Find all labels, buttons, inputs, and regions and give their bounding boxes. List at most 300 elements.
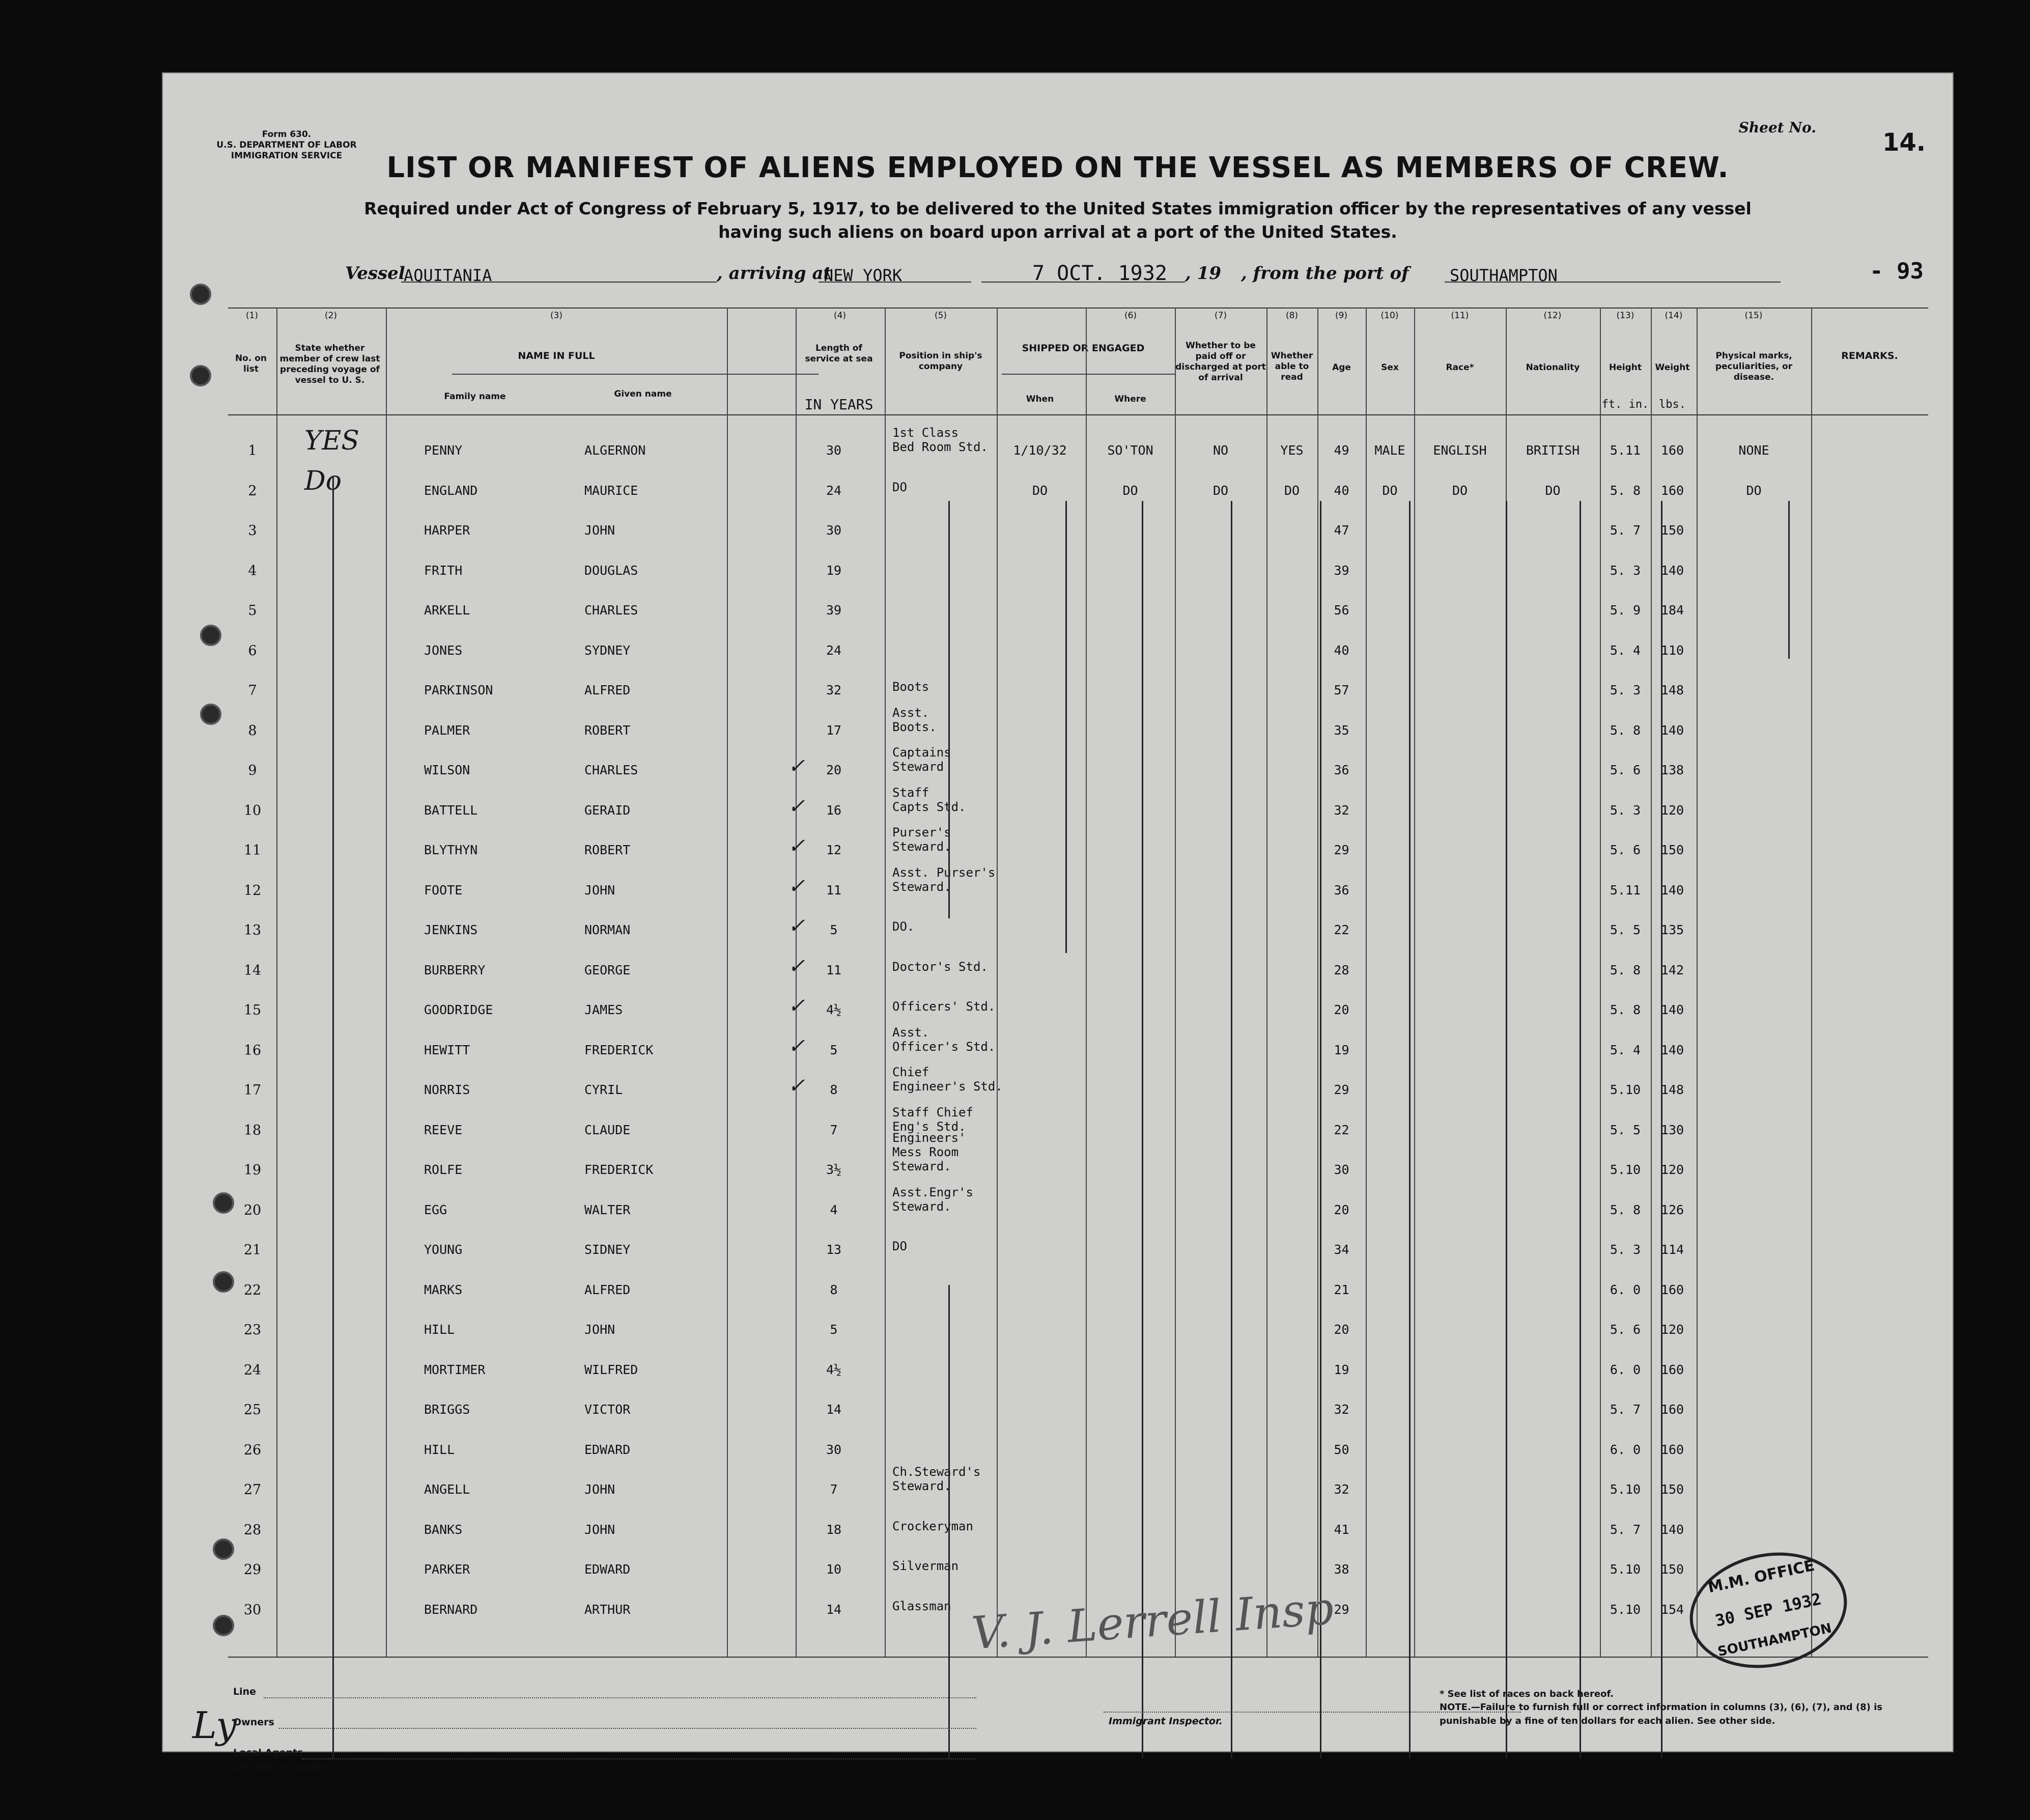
ditto-line bbox=[1580, 501, 1581, 1758]
given-name: JOHN bbox=[584, 882, 615, 898]
row-number: 14 bbox=[243, 962, 262, 978]
shipped-when: 1/10/32 bbox=[1013, 443, 1067, 458]
header-age: Age bbox=[1332, 362, 1351, 373]
paid-off: DO bbox=[1213, 483, 1229, 498]
ditto-line bbox=[1788, 501, 1790, 659]
length-of-service: 14 bbox=[826, 1402, 842, 1417]
position-in-company: Asst. Purser's Steward. bbox=[892, 865, 996, 894]
check-mark-icon: ✓ bbox=[788, 954, 805, 978]
family-name: PALMER bbox=[424, 722, 470, 738]
ditto-line bbox=[1065, 501, 1067, 953]
shipped-where: SO'TON bbox=[1107, 443, 1153, 458]
height: 5. 4 bbox=[1610, 642, 1641, 658]
header-position: Position in ship's company bbox=[899, 351, 982, 372]
family-name: ANGELL bbox=[424, 1482, 470, 1497]
column-rule bbox=[1414, 307, 1415, 1657]
header-no-on-list: No. on list bbox=[235, 353, 267, 374]
length-of-service: 30 bbox=[826, 1442, 842, 1457]
given-name: JAMES bbox=[584, 1002, 623, 1017]
weight: 140 bbox=[1660, 1522, 1684, 1537]
age: 40 bbox=[1334, 483, 1349, 498]
row-number: 5 bbox=[248, 603, 257, 619]
age: 32 bbox=[1334, 1402, 1349, 1417]
header-name-in-full: NAME IN FULL bbox=[518, 350, 595, 361]
position-in-company: DO. bbox=[892, 919, 915, 934]
family-name: PENNY bbox=[424, 443, 463, 458]
length-of-service: 3½ bbox=[826, 1162, 842, 1177]
footer-rule bbox=[264, 1697, 976, 1698]
weight: 140 bbox=[1660, 882, 1684, 898]
length-of-service: 24 bbox=[826, 642, 842, 658]
weight: 148 bbox=[1660, 1082, 1684, 1097]
row-number: 21 bbox=[243, 1242, 262, 1258]
family-name: PARKINSON bbox=[424, 683, 493, 697]
row-number: 30 bbox=[243, 1602, 262, 1618]
position-in-company: Asst. Officer's Std. bbox=[892, 1025, 996, 1054]
length-of-service: 5 bbox=[830, 1042, 838, 1057]
length-of-service: 39 bbox=[826, 603, 842, 618]
given-name: CHARLES bbox=[584, 763, 638, 777]
position-in-company: DO bbox=[892, 1239, 907, 1253]
footer-note-races: * See list of races on back hereof. bbox=[1440, 1689, 1614, 1699]
given-name: WILFRED bbox=[584, 1362, 638, 1377]
check-mark-icon: ✓ bbox=[788, 1034, 805, 1058]
given-name: CYRIL bbox=[584, 1082, 623, 1097]
ditto-line bbox=[1142, 501, 1143, 1758]
family-name: WILSON bbox=[424, 763, 470, 777]
age: 47 bbox=[1334, 523, 1349, 538]
weight: 130 bbox=[1660, 1122, 1684, 1137]
vessel-label: Vessel bbox=[345, 263, 405, 284]
arrival-date: 7 OCT. 1932 bbox=[1032, 262, 1167, 285]
family-name: ROLFE bbox=[424, 1162, 463, 1177]
family-name: ENGLAND bbox=[424, 483, 478, 498]
weight: 160 bbox=[1660, 1402, 1684, 1417]
weight: 126 bbox=[1660, 1202, 1684, 1217]
from-port-label: , from the port of bbox=[1241, 263, 1409, 284]
family-name: HEWITT bbox=[424, 1042, 470, 1057]
given-name: SIDNEY bbox=[584, 1242, 631, 1257]
row-number: 11 bbox=[243, 843, 262, 858]
check-mark-icon: ✓ bbox=[788, 754, 805, 778]
race: DO bbox=[1452, 483, 1468, 498]
paid-off: NO bbox=[1213, 443, 1229, 458]
length-of-service: 7 bbox=[830, 1122, 838, 1137]
position-in-company: Officers' Std. bbox=[892, 999, 996, 1014]
header-given-name: Given name bbox=[614, 389, 672, 399]
header-sex: Sex bbox=[1381, 362, 1399, 373]
header-physical: Physical marks, peculiarities, or disease. bbox=[1715, 351, 1793, 382]
header-in-years: IN YEARS bbox=[804, 396, 873, 413]
sex: DO bbox=[1382, 483, 1398, 498]
length-of-service: 13 bbox=[826, 1242, 842, 1257]
age: 28 bbox=[1334, 962, 1349, 977]
height: 5.10 bbox=[1610, 1602, 1641, 1617]
column-number: (3) bbox=[550, 311, 563, 321]
underline bbox=[981, 282, 1185, 283]
header-weight: Weight bbox=[1655, 362, 1690, 373]
header-paid-off: Whether to be paid off or discharged at port of arrival bbox=[1175, 341, 1266, 383]
crew-table bbox=[228, 307, 1928, 1660]
arrival-port: NEW YORK bbox=[824, 266, 903, 285]
row-number: 20 bbox=[243, 1202, 262, 1218]
weight: 154 bbox=[1660, 1602, 1684, 1617]
given-name: VICTOR bbox=[584, 1402, 631, 1417]
nationality: BRITISH bbox=[1526, 443, 1580, 458]
manifest-sheet bbox=[162, 72, 1954, 1772]
family-name: HILL bbox=[424, 1442, 455, 1457]
header-divider bbox=[1002, 374, 1175, 375]
row-number: 23 bbox=[243, 1322, 262, 1338]
age: 30 bbox=[1334, 1162, 1349, 1177]
departure-port: SOUTHAMPTON bbox=[1450, 266, 1558, 285]
given-name: GERAID bbox=[584, 802, 631, 818]
row-number: 18 bbox=[243, 1122, 262, 1138]
handwritten-initials: Ly bbox=[192, 1704, 237, 1747]
position-in-company: Boots bbox=[892, 680, 929, 694]
family-name: PARKER bbox=[424, 1562, 470, 1577]
weight: 140 bbox=[1660, 1042, 1684, 1057]
position-in-company: Staff Capts Std. bbox=[892, 785, 966, 814]
family-name: BATTELL bbox=[424, 802, 478, 818]
arriving-label: , arriving at bbox=[717, 263, 832, 284]
height: 5. 5 bbox=[1610, 1122, 1641, 1137]
shipped-when: DO bbox=[1032, 483, 1048, 498]
column-number: (10) bbox=[1380, 311, 1399, 321]
column-rule bbox=[885, 307, 886, 1657]
header-weight-unit: lbs. bbox=[1659, 398, 1686, 411]
row-number: 3 bbox=[248, 523, 257, 539]
row-number: 6 bbox=[248, 642, 257, 659]
family-name: MARKS bbox=[424, 1282, 463, 1297]
physical-marks: NONE bbox=[1738, 443, 1769, 458]
given-name: JOHN bbox=[584, 1482, 615, 1497]
height: 5. 6 bbox=[1610, 843, 1641, 857]
able-to-read: DO bbox=[1284, 483, 1300, 498]
length-of-service: 4 bbox=[830, 1202, 838, 1217]
length-of-service: 7 bbox=[830, 1482, 838, 1497]
inspector-signature: V. J. Lerrell Insp bbox=[970, 1582, 1336, 1660]
family-name: REEVE bbox=[424, 1122, 463, 1137]
row-number: 27 bbox=[243, 1482, 262, 1498]
age: 49 bbox=[1334, 443, 1349, 458]
given-name: DOUGLAS bbox=[584, 563, 638, 578]
age: 29 bbox=[1334, 1082, 1349, 1097]
column-number: (15) bbox=[1744, 311, 1763, 321]
sheet-number-label: Sheet No. bbox=[1738, 119, 1816, 136]
family-name: FRITH bbox=[424, 563, 463, 578]
header-when: When bbox=[1026, 394, 1054, 404]
row-number: 24 bbox=[243, 1362, 262, 1378]
header-shipped: SHIPPED OR ENGAGED bbox=[1022, 343, 1145, 354]
given-name: ALGERNON bbox=[584, 443, 646, 458]
column-rule bbox=[997, 307, 998, 1657]
row-number: 2 bbox=[248, 483, 257, 499]
age: 57 bbox=[1334, 683, 1349, 697]
ditto-line bbox=[948, 501, 950, 918]
height: 6. 0 bbox=[1610, 1442, 1641, 1457]
given-name: JOHN bbox=[584, 523, 615, 538]
age: 29 bbox=[1334, 843, 1349, 857]
row-number: 8 bbox=[248, 722, 257, 739]
ditto-line bbox=[332, 477, 334, 1758]
age: 19 bbox=[1334, 1042, 1349, 1057]
position-in-company: Silverman bbox=[892, 1559, 959, 1573]
height: 5. 9 bbox=[1610, 603, 1641, 618]
column-number: (6) bbox=[1124, 311, 1137, 321]
height: 5.11 bbox=[1610, 443, 1641, 458]
position-in-company: Captains Steward bbox=[892, 745, 951, 774]
page-title: LIST OR MANIFEST OF ALIENS EMPLOYED ON THE VESSEL AS MEMBERS OF CREW. bbox=[386, 151, 1729, 184]
length-of-service: 11 bbox=[826, 882, 842, 898]
table-rule bbox=[228, 414, 1928, 415]
given-name: EDWARD bbox=[584, 1562, 631, 1577]
row-number: 4 bbox=[248, 563, 257, 579]
family-name: BANKS bbox=[424, 1522, 463, 1537]
position-in-company: Doctor's Std. bbox=[892, 959, 988, 974]
row-number: 28 bbox=[243, 1522, 262, 1538]
check-mark-icon: ✓ bbox=[788, 874, 805, 898]
table-rule bbox=[228, 1657, 1928, 1658]
row-number: 1 bbox=[248, 443, 257, 459]
length-of-service: 32 bbox=[826, 683, 842, 697]
height: 5. 7 bbox=[1610, 523, 1641, 538]
age: 50 bbox=[1334, 1442, 1349, 1457]
weight: 160 bbox=[1660, 1362, 1684, 1377]
age: 36 bbox=[1334, 763, 1349, 777]
column-number: (4) bbox=[833, 311, 847, 321]
height: 5. 8 bbox=[1610, 722, 1641, 738]
row-number: 29 bbox=[243, 1562, 262, 1578]
given-name: JOHN bbox=[584, 1522, 615, 1537]
column-rule bbox=[727, 307, 728, 1657]
position-in-company: Glassman bbox=[892, 1599, 951, 1613]
position-in-company: Staff Chief Eng's Std. bbox=[892, 1105, 973, 1134]
height: 5. 6 bbox=[1610, 763, 1641, 777]
header-length-service: Length of service at sea bbox=[805, 343, 873, 364]
age: 36 bbox=[1334, 882, 1349, 898]
weight: 160 bbox=[1660, 1442, 1684, 1457]
given-name: WALTER bbox=[584, 1202, 631, 1217]
row-number: 7 bbox=[248, 683, 257, 698]
age: 21 bbox=[1334, 1282, 1349, 1297]
column-number: (1) bbox=[245, 311, 259, 321]
column-rule bbox=[1175, 307, 1176, 1657]
given-name: MAURICE bbox=[584, 483, 638, 498]
column-rule bbox=[1266, 307, 1267, 1657]
length-of-service: 12 bbox=[826, 843, 842, 857]
height: 5.10 bbox=[1610, 1482, 1641, 1497]
family-name: BRIGGS bbox=[424, 1402, 470, 1417]
footer-local-agents-label: Local Agents bbox=[233, 1747, 303, 1758]
check-mark-icon: ✓ bbox=[788, 834, 805, 858]
family-name: FOOTE bbox=[424, 882, 463, 898]
weight: 150 bbox=[1660, 1562, 1684, 1577]
shipped-where: DO bbox=[1122, 483, 1138, 498]
position-in-company: Asst.Engr's Steward. bbox=[892, 1185, 973, 1214]
position-in-company: Asst. Boots. bbox=[892, 705, 937, 734]
row-number: 16 bbox=[243, 1042, 262, 1058]
age: 29 bbox=[1334, 1602, 1349, 1617]
column-rule bbox=[1697, 307, 1698, 1657]
ditto-line bbox=[1231, 501, 1232, 1758]
weight: 150 bbox=[1660, 523, 1684, 538]
position-in-company: Ch.Steward's Steward. bbox=[892, 1465, 981, 1493]
column-number: (11) bbox=[1451, 311, 1469, 321]
length-of-service: 8 bbox=[830, 1282, 838, 1297]
height: 5. 5 bbox=[1610, 922, 1641, 937]
row-number: 19 bbox=[243, 1162, 262, 1178]
age: 38 bbox=[1334, 1562, 1349, 1577]
row-number: 17 bbox=[243, 1082, 262, 1098]
weight: 160 bbox=[1660, 483, 1684, 498]
check-mark-icon: ✓ bbox=[788, 1074, 805, 1098]
year-label: , 19 bbox=[1185, 263, 1221, 284]
column-rule bbox=[1366, 307, 1367, 1657]
height: 5. 3 bbox=[1610, 1242, 1641, 1257]
position-in-company: 1st Class Bed Room Std. bbox=[892, 426, 988, 454]
header-height-unit: ft. in. bbox=[1601, 398, 1649, 411]
age: 22 bbox=[1334, 922, 1349, 937]
age: 20 bbox=[1334, 1002, 1349, 1017]
height: 5. 8 bbox=[1610, 1002, 1641, 1017]
footer-rule bbox=[279, 1728, 976, 1729]
family-name: ARKELL bbox=[424, 603, 470, 618]
family-name: NORRIS bbox=[424, 1082, 470, 1097]
row-number: 10 bbox=[243, 802, 262, 819]
length-of-service: 30 bbox=[826, 523, 842, 538]
given-name: ARTHUR bbox=[584, 1602, 631, 1617]
column-number: (8) bbox=[1285, 311, 1299, 321]
ditto-line bbox=[948, 1285, 950, 1758]
weight: 148 bbox=[1660, 683, 1684, 697]
given-name: GEORGE bbox=[584, 962, 631, 977]
age: 35 bbox=[1334, 722, 1349, 738]
weight: 114 bbox=[1660, 1242, 1684, 1257]
family-name: EGG bbox=[424, 1202, 447, 1217]
length-of-service: 4½ bbox=[826, 1362, 842, 1377]
underline bbox=[401, 282, 717, 283]
footer-line-label: Line bbox=[233, 1686, 257, 1697]
family-name: JONES bbox=[424, 642, 463, 658]
column-rule bbox=[276, 307, 277, 1657]
length-of-service: 8 bbox=[830, 1082, 838, 1097]
stamp-bottom-text: SOUTHAMPTON bbox=[1716, 1620, 1834, 1660]
given-name: ROBERT bbox=[584, 722, 631, 738]
height: 5. 4 bbox=[1610, 1042, 1641, 1057]
age: 56 bbox=[1334, 603, 1349, 618]
family-name: BLYTHYN bbox=[424, 843, 478, 857]
column-number: (2) bbox=[324, 311, 337, 321]
punch-hole-icon bbox=[200, 625, 221, 646]
weight: 120 bbox=[1660, 802, 1684, 818]
footer-print-code: 1/32 24/413—25/2484 bbox=[233, 1762, 325, 1772]
given-name: JOHN bbox=[584, 1322, 615, 1337]
length-of-service: 14 bbox=[826, 1602, 842, 1617]
given-name: EDWARD bbox=[584, 1442, 631, 1457]
vessel-name: AQUITANIA bbox=[404, 266, 492, 285]
age: 22 bbox=[1334, 1122, 1349, 1137]
height: 5. 8 bbox=[1610, 483, 1641, 498]
weight: 160 bbox=[1660, 1282, 1684, 1297]
check-mark-icon: ✓ bbox=[788, 994, 805, 1018]
length-of-service: 4½ bbox=[826, 1002, 842, 1017]
family-name: HILL bbox=[424, 1322, 455, 1337]
nationality: DO bbox=[1545, 483, 1561, 498]
footer-owners-label: Owners bbox=[233, 1717, 274, 1728]
punch-hole-icon bbox=[200, 704, 221, 725]
position-in-company: DO bbox=[892, 480, 907, 494]
position-in-company: Purser's Steward. bbox=[892, 825, 951, 854]
length-of-service: 17 bbox=[826, 722, 842, 738]
header-family-name: Family name bbox=[444, 391, 506, 402]
ditto-line bbox=[1506, 501, 1507, 1758]
header-nationality: Nationality bbox=[1526, 362, 1580, 373]
height: 6. 0 bbox=[1610, 1362, 1641, 1377]
header-divider bbox=[452, 374, 819, 375]
position-in-company: Crockeryman bbox=[892, 1519, 973, 1533]
weight: 140 bbox=[1660, 1002, 1684, 1017]
family-name: JENKINS bbox=[424, 922, 478, 937]
header-height: Height bbox=[1609, 362, 1642, 373]
table-rule bbox=[228, 307, 1928, 309]
row-number: 22 bbox=[243, 1282, 262, 1298]
weight: 110 bbox=[1660, 642, 1684, 658]
page-number: - 93 bbox=[1870, 258, 1924, 284]
given-name: NORMAN bbox=[584, 922, 631, 937]
weight: 142 bbox=[1660, 962, 1684, 977]
check-mark-icon: ✓ bbox=[788, 914, 805, 938]
family-name: YOUNG bbox=[424, 1242, 463, 1257]
column-number: (13) bbox=[1616, 311, 1634, 321]
page-subtitle: Required under Act of Congress of February 5, 1917, to be delivered to the United States immigration officer by the representatives of any vessel having such aliens on board upon arrival at a port of the United States. bbox=[364, 199, 1752, 242]
age: 32 bbox=[1334, 802, 1349, 818]
weight: 120 bbox=[1660, 1162, 1684, 1177]
weight: 120 bbox=[1660, 1322, 1684, 1337]
weight: 160 bbox=[1660, 443, 1684, 458]
check-mark-icon: ✓ bbox=[788, 794, 805, 818]
form-identifier: Form 630. U.S. DEPARTMENT OF LABOR IMMIGRATION SERVICE bbox=[216, 129, 357, 161]
height: 5. 7 bbox=[1610, 1522, 1641, 1537]
height: 5. 8 bbox=[1610, 962, 1641, 977]
length-of-service: 10 bbox=[826, 1562, 842, 1577]
family-name: HARPER bbox=[424, 523, 470, 538]
stamp-top-text: M.M. OFFICE bbox=[1706, 1556, 1816, 1597]
age: 20 bbox=[1334, 1202, 1349, 1217]
weight: 150 bbox=[1660, 1482, 1684, 1497]
column-rule bbox=[796, 307, 797, 1657]
weight: 140 bbox=[1660, 563, 1684, 578]
row-number: 25 bbox=[243, 1402, 262, 1418]
length-of-service: 11 bbox=[826, 962, 842, 977]
age: 19 bbox=[1334, 1362, 1349, 1377]
header-where: Where bbox=[1114, 394, 1146, 404]
footer-inspector-label: Immigrant Inspector. bbox=[1109, 1716, 1223, 1727]
footer-rule bbox=[302, 1758, 976, 1759]
row-number: 12 bbox=[243, 882, 262, 899]
column-rule bbox=[1086, 307, 1087, 1657]
given-name: ROBERT bbox=[584, 843, 631, 857]
stamp-date: 30 SEP 1932 bbox=[1713, 1589, 1823, 1631]
length-of-service: 18 bbox=[826, 1522, 842, 1537]
height: 6. 0 bbox=[1610, 1282, 1641, 1297]
age: 39 bbox=[1334, 563, 1349, 578]
height: 5. 6 bbox=[1610, 1322, 1641, 1337]
row-number: 15 bbox=[243, 1002, 262, 1018]
header-race: Race* bbox=[1446, 362, 1474, 373]
ditto-line bbox=[1409, 501, 1411, 1758]
length-of-service: 20 bbox=[826, 763, 842, 777]
